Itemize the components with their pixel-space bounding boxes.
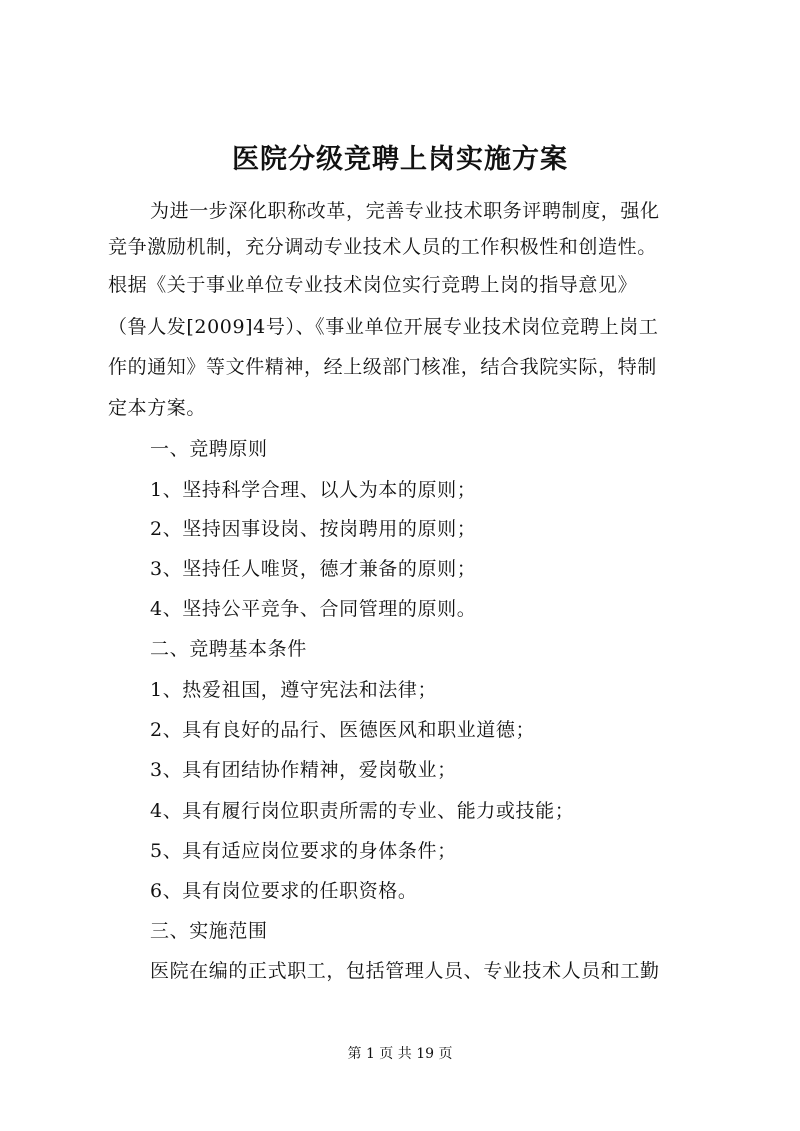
section-heading: 一、竞聘原则 (150, 438, 268, 460)
document-title: 医院分级竞聘上岗实施方案 (232, 144, 568, 175)
list-item: 1、热爱祖国，遵守宪法和法律； (150, 679, 438, 701)
list-item: 4、坚持公平竞争、合同管理的原则。 (150, 598, 477, 620)
paragraph-line: 定本方案。 (108, 397, 207, 419)
list-item: 2、具有良好的品行、医德医风和职业道德； (150, 719, 536, 741)
list-item: 1、坚持科学合理、以人为本的原则； (150, 479, 477, 501)
paragraph-line: （鲁人发[2009]4号）、《事业单位开展专业技术岗位竞聘上岗工 (108, 316, 659, 338)
list-item: 6、具有岗位要求的任职资格。 (150, 880, 418, 902)
paragraph-line: 为进一步深化职称改革，完善专业技术职务评聘制度，强化 (150, 200, 660, 222)
paragraph-line: 作的通知》等文件精神，经上级部门核准，结合我院实际，特制 (108, 356, 657, 378)
section-heading: 三、实施范围 (150, 920, 268, 942)
list-item: 5、具有适应岗位要求的身体条件； (150, 840, 457, 862)
list-item: 2、坚持因事设岗、按岗聘用的原则； (150, 518, 477, 540)
list-item: 3、具有团结协作精神，爱岗敬业； (150, 759, 457, 781)
list-item: 3、坚持任人唯贤，德才兼备的原则； (150, 558, 477, 580)
page-footer: 第 1 页 共 19 页 (347, 1046, 453, 1062)
section-heading: 二、竞聘基本条件 (150, 638, 307, 660)
list-item: 4、具有履行岗位职责所需的专业、能力或技能； (150, 800, 575, 822)
paragraph-line: 医院在编的正式职工，包括管理人员、专业技术人员和工勤 (150, 960, 660, 982)
paragraph-line: 根据《关于事业单位专业技术岗位实行竞聘上岗的指导意见》 (108, 274, 638, 296)
paragraph-line: 竞争激励机制，充分调动专业技术人员的工作积极性和创造性。 (108, 236, 657, 258)
